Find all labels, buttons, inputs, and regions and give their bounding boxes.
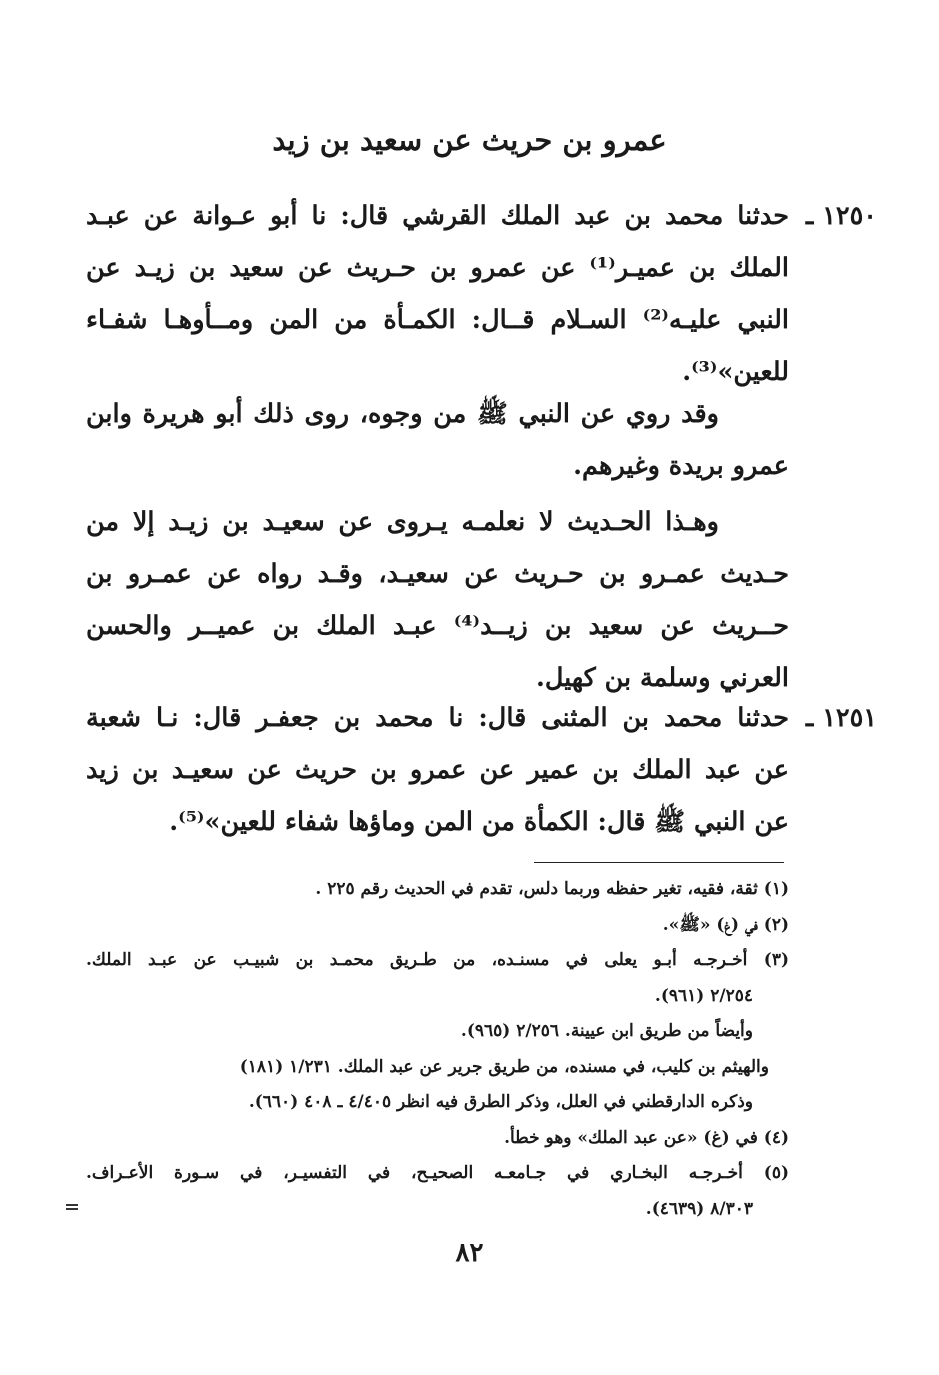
footnote-line: وذكره الدارقطني في العلل، وذكر الطرق فيه انظر ٤/٤٠٥ ـ ٤٠٨ (٦٦٠).	[248, 1092, 753, 1112]
footnote-line: (٣) أخـرجـه أبـو يعلى في مسنـده، من طـريق محمـد بن شبيـب عن عبـد الملك.	[86, 950, 789, 970]
paragraph-line: عمرو بريدة وغيرهم.	[573, 451, 789, 481]
page-number: ٨٢	[455, 1238, 484, 1268]
hadith-line: النبي عليـه⁽²⁾ السـلام قــال: الكمـأة من المن ومــأوهـا شفـاء	[86, 305, 789, 335]
paragraph-line: حــريث عن سعيد بن زيــد⁽⁴⁾ عبـد الملك بن عميــر والحسن	[86, 611, 789, 641]
hadith-number: ١٢٥٠ ـ	[805, 201, 877, 231]
paragraph-line: وقد روي عن النبي ﷺ من وجوه، روى ذلك أبو هريرة وابن	[86, 399, 719, 429]
paragraph-line: حـديث عمـرو بن حـريث عن سعيـد، وقـد رواه عن عمـرو بن	[86, 559, 789, 589]
hadith-1250	[86, 190, 877, 398]
margin-mark	[66, 1204, 78, 1210]
footnotes	[86, 872, 789, 1227]
hadith-line: عن النبي ﷺ قال: الكمأة من المن وماؤها شفاء للعين»⁽⁵⁾.	[169, 807, 789, 837]
paragraph-line: وهـذا الحـديث لا نعلمـه يـروى عن سعيـد بن زيـد إلا من	[86, 507, 719, 537]
footnote-line: والهيثم بن كليب، في مسنده، من طريق جرير عن عبد الملك. ١/٢٣١ (١٨١)	[239, 1056, 769, 1077]
footnote-line: (٥) أخـرجـه البخـاري في جـامعـه الصحيـح، في التفسيـر، في سـورة الأعـراف.	[86, 1163, 789, 1183]
footnote-separator	[534, 862, 784, 863]
footnote-line: (٢) في (غ) «ﷺ».	[662, 914, 789, 935]
footnote-line: (٤) في (غ) «عن عبد الملك» وهو خطأ.	[504, 1127, 789, 1148]
footnote-line: (١) ثقة، فقيه، تغير حفظه وربما دلس، تقدم في الحديث رقم ٢٢٥ .	[315, 879, 789, 899]
hadith-line: حدثنا محمد بن المثنى قال: نا محمد بن جعفـر قال: نـا شعبة	[86, 703, 789, 733]
hadith-1251	[86, 692, 877, 848]
paragraph-commentary-1	[86, 388, 789, 492]
footnote-line: وأيضاً من طريق ابن عيينة. ٢/٢٥٦ (٩٦٥).	[460, 1021, 753, 1041]
hadith-line: عن عبد الملك بن عمير عن عمرو بن حريث عن سعيـد بن زيد	[86, 755, 789, 785]
hadith-line: الملك بن عميـر⁽¹⁾ عن عمرو بن حـريث عن سعيد بن زيـد عن	[86, 253, 789, 283]
section-title: عمرو بن حريث عن سعيد بن زيد	[272, 123, 667, 157]
hadith-line: حدثنا محمد بن عبد الملك القرشي قال: نا أبو عـوانة عن عبـد	[86, 201, 789, 231]
hadith-line: للعين»⁽³⁾.	[682, 357, 789, 387]
footnote-line: ٨/٣٠٣ (٤٦٣٩).	[645, 1198, 753, 1219]
footnote-line: ٢/٢٥٤ (٩٦١).	[654, 985, 753, 1006]
paragraph-line: العرني وسلمة بن كهيل.	[535, 663, 789, 693]
hadith-number: ١٢٥١ ـ	[805, 703, 877, 733]
paragraph-commentary-2	[86, 496, 789, 704]
